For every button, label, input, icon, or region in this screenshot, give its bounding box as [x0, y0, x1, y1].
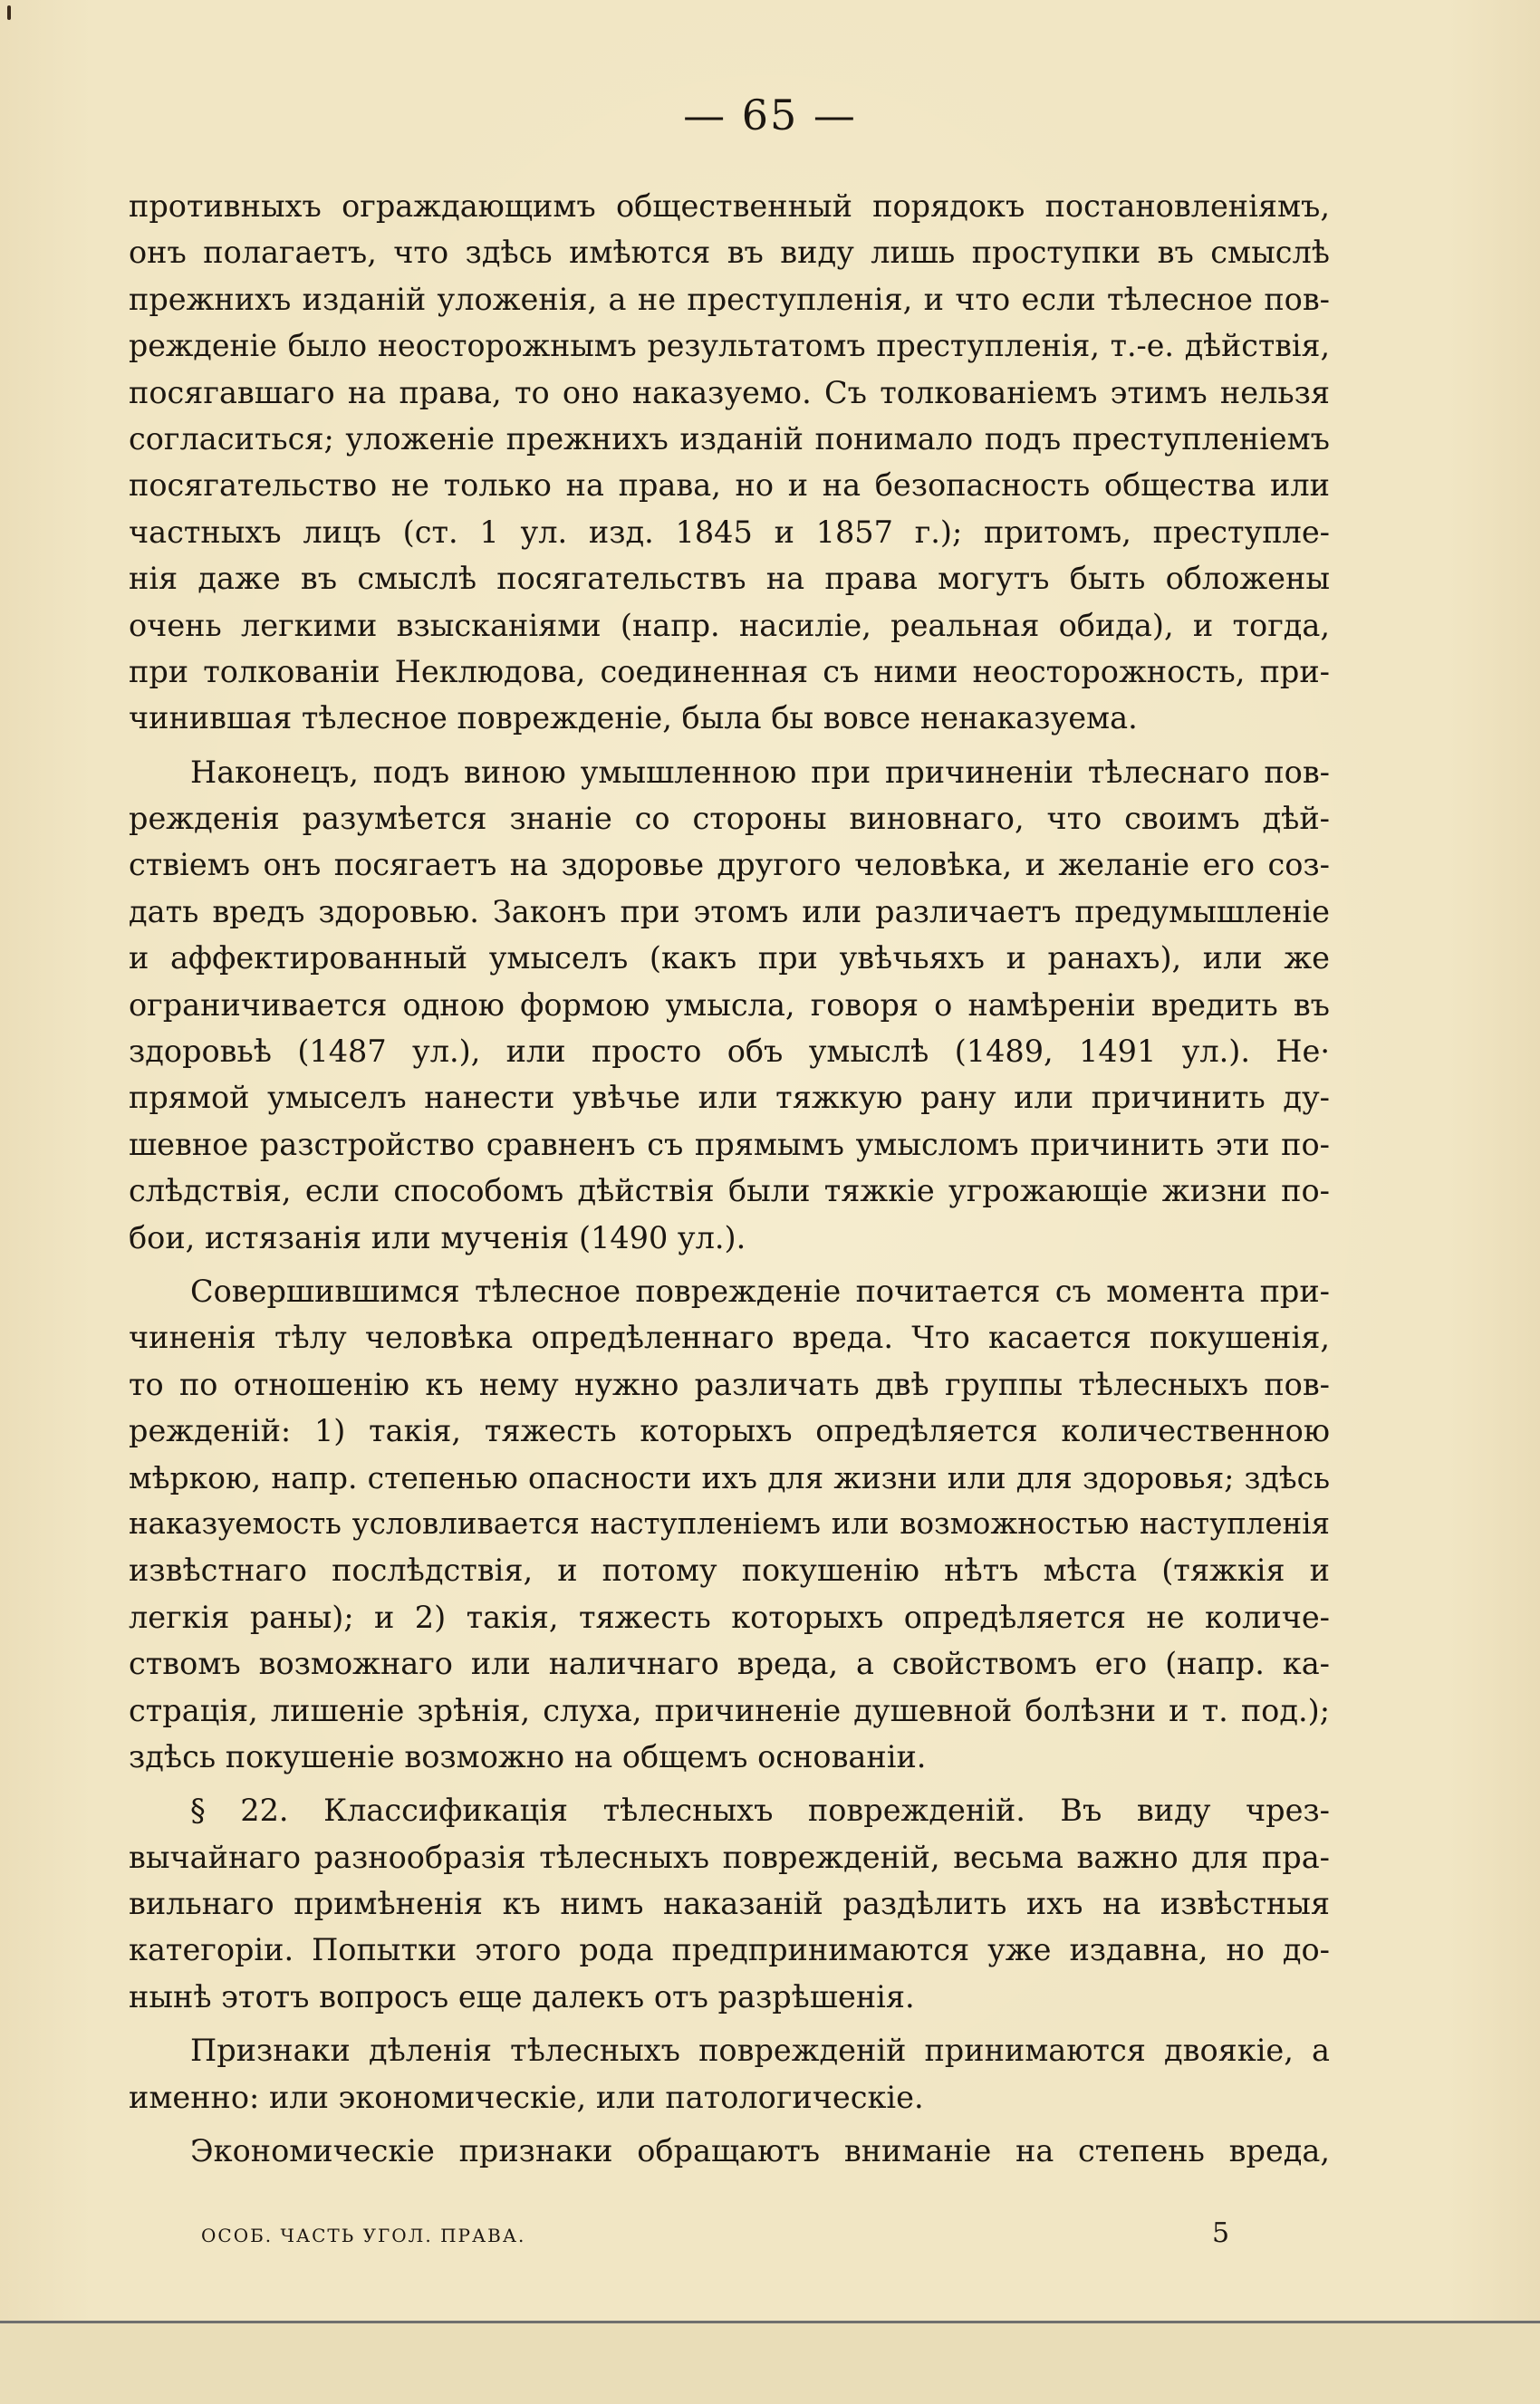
text-line: вильнаго примѣненія къ нимъ наказаній раздѣлить ихъ на извѣстныя [129, 1886, 1330, 1922]
text-line: Наконецъ, подъ виною умышленною при причиненіи тѣлеснаго пов- [190, 754, 1330, 790]
scan-bottom-rule [0, 2321, 1540, 2323]
signature-mark-text: ОСОБ. ЧАСТЬ УГОЛ. ПРАВА. [201, 2225, 526, 2246]
text-line: вычайнаго разнообразія тѣлесныхъ поврежденій, весьма важно для пра- [129, 1839, 1330, 1875]
text-line: посягавшаго на права, то оно наказуемо. Съ толкованіемъ этимъ нельзя [129, 374, 1330, 410]
paragraph-gap [129, 2120, 1330, 2128]
paragraph-gap [129, 1261, 1330, 1268]
text-line: категоріи. Попытки этого рода предпринимаются уже издавна, но до- [129, 1932, 1330, 1968]
ink-mark [7, 5, 11, 20]
text-line: именно: или экономическіе, или патологическіе. [129, 2079, 924, 2115]
text-line: нія даже въ смыслѣ посягательствъ на права могутъ быть обложены [129, 561, 1330, 597]
text-line: ствомъ возможнаго или наличнаго вреда, а свойствомъ его (напр. ка- [129, 1646, 1330, 1682]
page-number: — 65 — [683, 91, 857, 139]
text-line: мѣркою, напр. степенью опасности ихъ для жизни или для здоровья; здѣсь [129, 1459, 1330, 1495]
text-line: извѣстнаго послѣдствія, и потому покушенію нѣтъ мѣста (тяжкія и [129, 1553, 1330, 1589]
text-line: частныхъ лицъ (ст. 1 ул. изд. 1845 и 1857 г.); притомъ, преступле- [129, 514, 1330, 550]
text-line: противныхъ ограждающимъ общественный порядокъ постановленіямъ, [129, 188, 1330, 224]
text-line: очень легкими взысканіями (напр. насиліе, реальная обида), и тогда, [129, 607, 1330, 643]
text-line: легкія раны); и 2) такія, тяжесть которыхъ опредѣляется не количе- [129, 1599, 1330, 1635]
text-line: наказуемость условливается наступленіемъ или возможностью наступленія [129, 1505, 1330, 1541]
text-line: здѣсь покушеніе возможно на общемъ основаніи. [129, 1738, 927, 1774]
paragraph-gap [129, 1780, 1330, 1787]
text-line: то по отношенію къ нему нужно различать двѣ группы тѣлесныхъ пов- [129, 1366, 1330, 1402]
paragraph-gap [129, 2020, 1330, 2027]
text-line: при толкованіи Неклюдова, соединенная съ ними неосторожность, при- [129, 653, 1330, 689]
text-line: Совершившимся тѣлесное поврежденіе почитается съ момента при- [190, 1273, 1330, 1309]
text-line: Признаки дѣленія тѣлесныхъ поврежденій принимаются двоякіе, а [190, 2033, 1330, 2069]
text-line: слѣдствія, если способомъ дѣйствія были тяжкіе угрожающіе жизни по- [129, 1173, 1330, 1209]
text-line: бои, истязанія или мученія (1490 ул.). [129, 1219, 746, 1255]
text-line: здоровьѣ (1487 ул.), или просто объ умыслѣ (1489, 1491 ул.). Не· [129, 1034, 1330, 1070]
text-line: посягательство не только на права, но и на безопасность общества или [129, 467, 1330, 504]
text-line: Экономическіе признаки обращаютъ вниманіе на степень вреда, [190, 2133, 1330, 2169]
text-line: нынѣ этотъ вопросъ еще далекъ отъ разрѣшенія. [129, 1978, 915, 2015]
paragraph [129, 2128, 1330, 2174]
text-line: шевное разстройство сравненъ съ прямымъ умысломъ причинить эти по- [129, 1126, 1330, 1162]
text-line: прежнихъ изданій уложенія, а не преступленія, и что если тѣлесное пов- [129, 281, 1330, 317]
section-22-paragraph [129, 1787, 1330, 2020]
text-line: режденія разумѣется знаніе со стороны виновнаго, что своимъ дѣй- [129, 801, 1330, 837]
text-line: режденіе было неосторожнымъ результатомъ преступленія, т.-е. дѣйствія, [129, 328, 1330, 364]
body-text [129, 183, 1330, 2174]
paragraph [129, 183, 1330, 742]
paragraph [129, 749, 1330, 1261]
text-line: режденій: 1) такія, тяжесть которыхъ опредѣляется количественною [129, 1413, 1330, 1449]
text-line: ствіемъ онъ посягаетъ на здоровье другого человѣка, и желаніе его соз- [129, 847, 1330, 883]
text-line: и аффектированный умыселъ (какъ при увѣчьяхъ и ранахъ), или же [129, 940, 1330, 976]
text-line: чиненія тѣлу человѣка опредѣленнаго вреда. Что касается покушенія, [129, 1320, 1330, 1356]
section-heading-line: § 22. Классификація тѣлесныхъ поврежденій. Въ виду чрез- [190, 1793, 1330, 1829]
text-line: согласиться; уложеніе прежнихъ изданій понимало подъ преступленіемъ [129, 420, 1330, 457]
paragraph-gap [129, 742, 1330, 749]
text-line: онъ полагаетъ, что здѣсь имѣются въ виду лишь проступки въ смыслѣ [129, 235, 1330, 271]
text-line: страція, лишеніе зрѣнія, слуха, причиненіе душевной болѣзни и т. под.); [129, 1692, 1330, 1728]
scan-bottom-band [0, 2321, 1540, 2404]
text-line: прямой умыселъ нанести увѣчье или тяжкую рану или причинить ду- [129, 1080, 1330, 1116]
signature-mark-number: 5 [1212, 2217, 1230, 2249]
paragraph [129, 2027, 1330, 2120]
paragraph [129, 1268, 1330, 1780]
text-line: дать вредъ здоровью. Законъ при этомъ или различаетъ предумышленіе [129, 893, 1330, 929]
text-line: чинившая тѣлесное поврежденіе, была бы вовсе ненаказуема. [129, 700, 1138, 736]
text-line: ограничивается одною формою умысла, говоря о намѣреніи вредить въ [129, 986, 1330, 1023]
